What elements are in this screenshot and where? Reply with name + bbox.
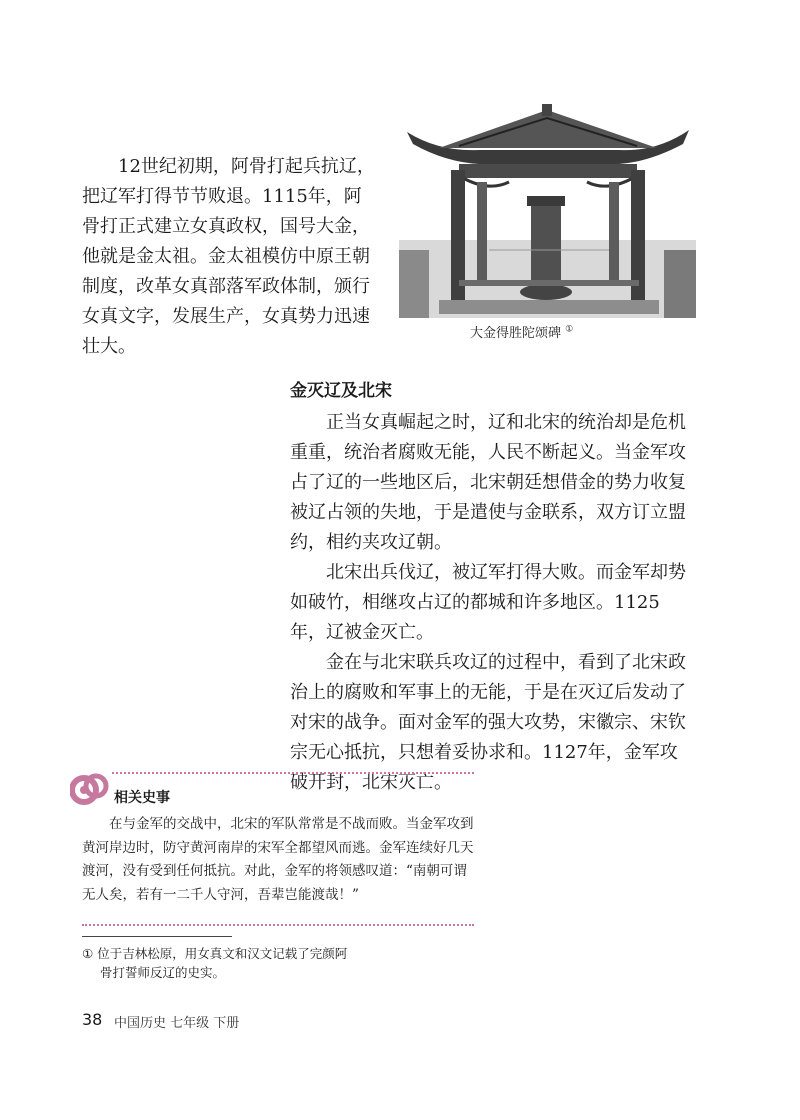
section-body — [290, 408, 690, 798]
page-number: 38 — [82, 1010, 103, 1029]
caption-footnote-mark: ① — [565, 324, 574, 335]
footnote-line-1: 位于吉林松原，用女真文和汉文记载了完颜阿 — [97, 946, 348, 961]
footnote-rule — [82, 936, 232, 937]
book-title: 中国历史 七年级 下册 — [114, 1016, 240, 1031]
photo-caption — [470, 322, 573, 341]
stele-pavilion-photo — [399, 100, 696, 318]
swirl-logo-icon — [70, 768, 110, 810]
section-title: 金灭辽及北宋 — [290, 381, 392, 401]
intro-text — [82, 152, 378, 362]
section-paragraph-1: 正当女真崛起之时，辽和北宋的统治却是危机重重，统治者腐败无能，人民不断起义。当金军攻占了辽的一些地区后，北宋朝廷想借金的势力收复被辽占领的失地，于是遣使与金联系，双方订立盟约，相约夹攻辽朝。 — [290, 412, 686, 553]
box-bottom-divider — [82, 924, 474, 926]
related-history-text: 在与金军的交战中，北宋的军队常常是不战而败。当金军攻到黄河岸边时，防守黄河南岸的宋军全都望风而逃。金军连续好几天渡河，没有受到任何抵抗。对此，金军的将领感叹道：“南朝可谓无人矣，若有一二千人守河，吾辈岂能渡哉！” — [82, 816, 474, 903]
section-paragraph-3: 金在与北宋联兵攻辽的过程中，看到了北宋政治上的腐败和军事上的无能，于是在灭辽后发动了对宋的战争。面对金军的强大攻势，宋徽宗、宋钦宗无心抵抗，只想着妥协求和。1127年，金军攻破开封，北宋灭亡。 — [290, 652, 686, 793]
footnote-mark: ① — [82, 946, 94, 961]
section-paragraph-2: 北宋出兵伐辽，被辽军打得大败。而金军却势如破竹，相继攻占辽的都城和许多地区。1125年，辽被金灭亡。 — [290, 562, 686, 643]
related-history-title: 相关史事 — [114, 790, 170, 806]
caption-text: 大金得胜陀颂碑 — [470, 326, 562, 341]
footnote — [82, 944, 382, 982]
intro-paragraph: 12世纪初期，阿骨打起兵抗辽，把辽军打得节节败退。1115年，阿骨打正式建立女真政权，国号大金，他就是金太祖。金太祖模仿中原王朝制度，改革女真部落军政体制，颁行女真文字，发展生产，女真势力迅速壮大。 — [82, 156, 375, 357]
footnote-line-2: 骨打誓师反辽的史实。 — [100, 965, 226, 980]
box-top-divider — [112, 772, 474, 774]
